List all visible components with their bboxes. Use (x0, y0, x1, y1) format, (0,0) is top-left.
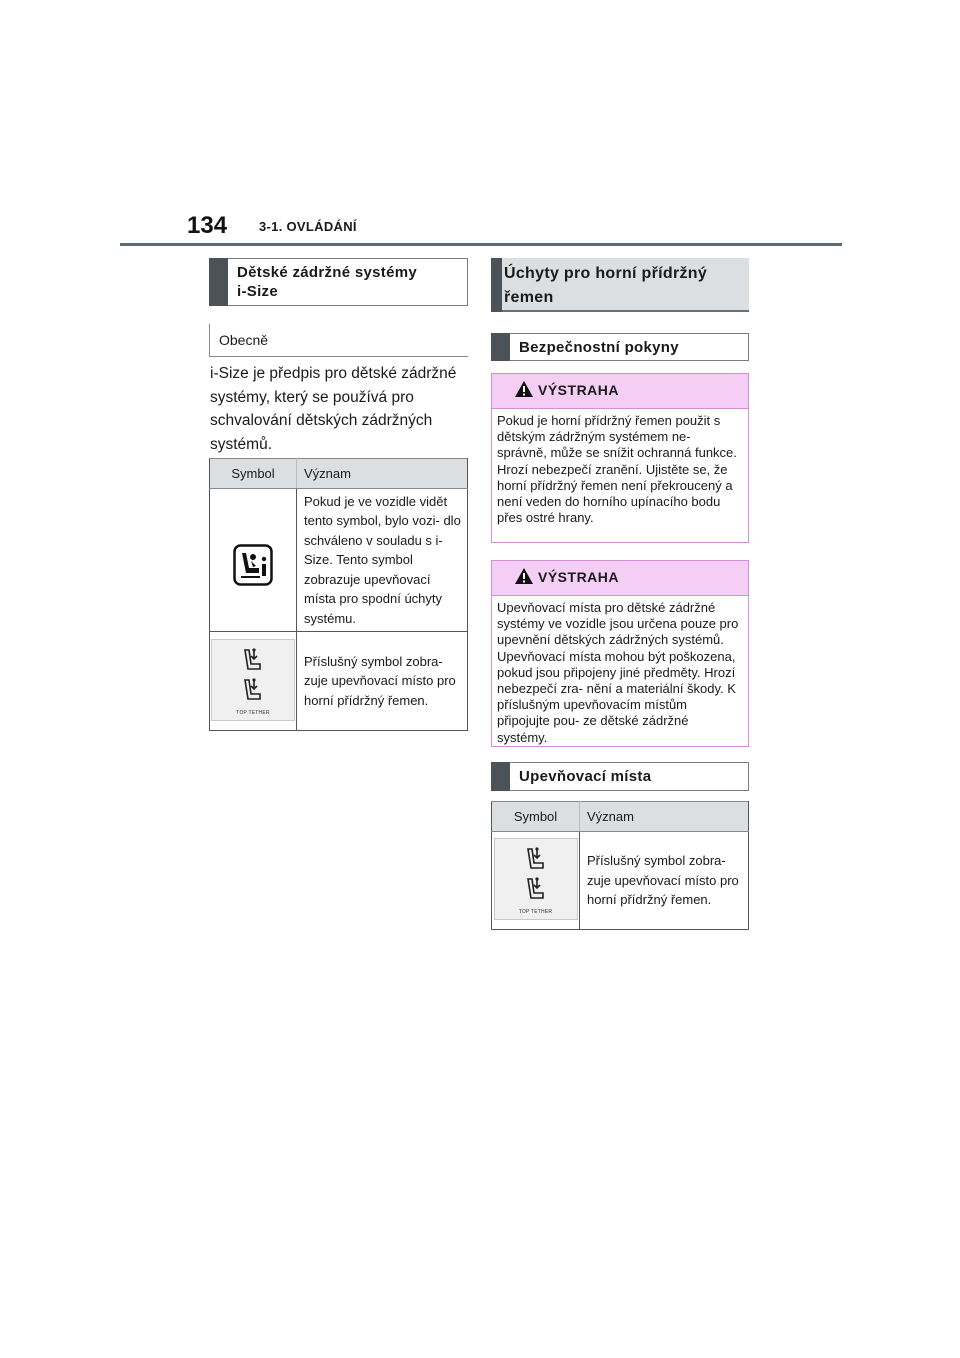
meaning-cell: Příslušný symbol zobra- zuje upevňovací místo pro horní přídržný řemen. (580, 832, 749, 930)
col-meaning-header: Význam (580, 802, 749, 832)
isize-seat-icon (233, 544, 273, 586)
symbol-table-right (491, 801, 749, 930)
top-tether-label: TOP TETHER (236, 709, 270, 716)
symbol-cell (210, 632, 297, 731)
warning-icon (514, 567, 534, 585)
heading-tab (491, 762, 510, 791)
warning-header (492, 561, 748, 596)
section-heading-line1: Dětské zádržné systémy (237, 264, 418, 281)
section-heading-line2: i-Size (237, 283, 278, 300)
heading-tab (491, 258, 502, 312)
subsection-heading-anchors (491, 762, 749, 791)
tether-seat-icon (525, 846, 547, 872)
table-header-row (210, 459, 468, 489)
section-heading-line1: Úchyty pro horní přídržný (504, 265, 708, 282)
meaning-cell: Příslušný symbol zobra- zuje upevňovací místo pro horní přídržný řemen. (297, 632, 468, 731)
symbol-cell (492, 832, 580, 930)
warning-box (491, 373, 749, 543)
table-row (210, 489, 468, 632)
warning-icon (514, 380, 534, 398)
tether-seat-icon (242, 647, 264, 673)
col-symbol-header: Symbol (492, 802, 580, 832)
table-row (210, 632, 468, 731)
warning-title: VÝSTRAHA (538, 569, 620, 585)
warning-text: Pokud je horní přídržný řemen použit s dětským zádržným systémem ne- správně, může se snížit ochranná funkce. Hrozí nebezpečí zranění. Ujistěte se, že horní přídržný řemen není překroucený a není veden do horního upínacího bodu přes ostré hrany. (497, 413, 737, 526)
meaning-cell: Pokud je ve vozidle vidět tento symbol, bylo vozi- dlo schváleno v souladu s i-Size. Tento symbol zobrazuje upevňovací místa pro spodní úchyty systému. (297, 489, 468, 632)
warning-box (491, 560, 749, 747)
page-number: 134 (187, 212, 228, 239)
top-tether-icon-box (211, 639, 295, 721)
chapter-title: 3-1. OVLÁDÁNÍ (259, 219, 357, 234)
subsection-heading-label: Upevňovací místa (519, 768, 652, 785)
table-header-row (492, 802, 749, 832)
warning-text: Upevňovací místa pro dětské zádržné systémy ve vozidle jsou určena pouze pro upevnění dětských zádržných systémů. Upevňovací místa mohou být poškozena, pokud jsou připojeny jiné předměty. Hrozí nebezpečí zra- nění a materiální škody. K příslušným upevňovacím místům připojujte pou- ze dětské zádržné systémy. (497, 600, 739, 745)
section-heading-tether (491, 258, 749, 312)
subheading-general (209, 324, 468, 357)
tether-seat-icon (242, 677, 264, 703)
table-row (492, 832, 749, 930)
top-tether-label: TOP TETHER (518, 909, 553, 915)
header-rule (120, 243, 842, 246)
intro-paragraph: i-Size je předpis pro dětské zádržné systémy, který se používá pro schvalování dětských zádržných systémů. (210, 365, 457, 453)
top-tether-icon-box (494, 838, 578, 920)
col-symbol-header: Symbol (210, 459, 297, 489)
col-meaning-header: Význam (297, 459, 468, 489)
heading-tab (209, 258, 228, 306)
heading-tab (491, 333, 510, 361)
subheading-label: Obecně (219, 332, 269, 348)
symbol-table-left (209, 458, 468, 731)
subsection-heading-safety (491, 333, 749, 361)
section-heading-line2: řemen (504, 289, 554, 306)
symbol-cell (210, 489, 297, 632)
subsection-heading-label: Bezpečnostní pokyny (519, 339, 679, 356)
section-heading-isize (209, 258, 468, 306)
tether-seat-icon (525, 876, 547, 902)
warning-title: VÝSTRAHA (538, 382, 620, 398)
warning-header (492, 374, 748, 409)
